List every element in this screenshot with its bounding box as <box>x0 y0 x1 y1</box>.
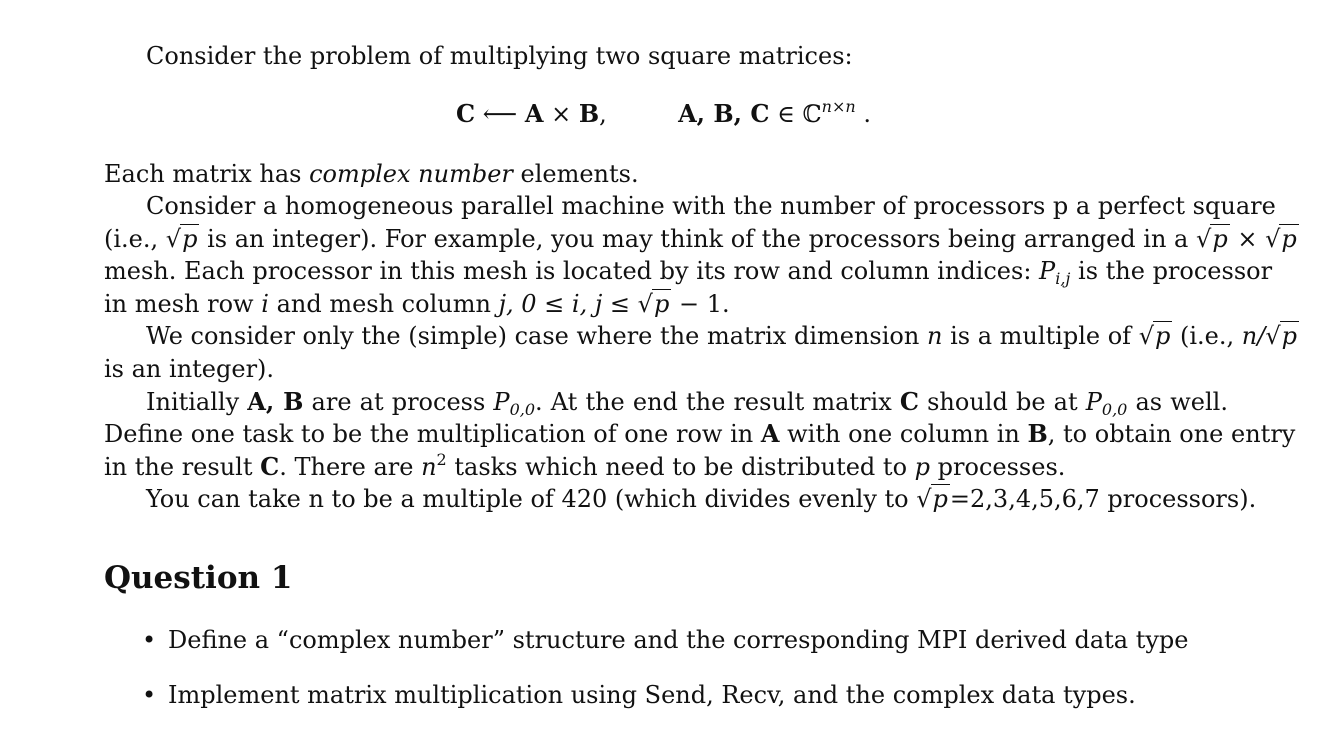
text-segment: elements. <box>520 160 639 188</box>
matrix-c: C <box>260 452 280 481</box>
p4-line2 <box>104 418 1296 450</box>
p2-line1: Consider a homogeneous parallel machine with the number of processors p a perfect square <box>146 192 1276 220</box>
p5-line <box>146 483 1257 515</box>
text-segment: You can take n to be a multiple of 420 (which divides evenly to <box>146 485 909 513</box>
process-index: 0,0 <box>509 400 536 419</box>
text-segment: − 1. <box>678 290 730 318</box>
display-equation <box>0 98 1327 130</box>
exponent: 2 <box>436 450 447 469</box>
sqrt-p: √p <box>1265 225 1297 253</box>
text-segment: (i.e., <box>1180 322 1235 350</box>
process-index: 0,0 <box>1101 400 1128 419</box>
sqrt-p: √p <box>1196 225 1228 253</box>
text-segment: is a multiple of <box>950 322 1132 350</box>
processor-letter: P <box>1039 257 1056 285</box>
processor-symbol <box>1039 257 1071 288</box>
text-segment: in mesh row <box>104 290 254 318</box>
p2-line4 <box>104 288 1228 320</box>
p3-line1 <box>146 320 1298 352</box>
sqrt-arg: p <box>1281 322 1298 350</box>
text-segment: , to obtain one entry <box>1047 420 1296 448</box>
process-p00 <box>1085 388 1128 419</box>
question-heading: Question 1 <box>104 560 293 596</box>
text-segment: Each matrix has <box>104 160 302 188</box>
n-over: n/ <box>1241 322 1266 350</box>
complex-field: ℂ <box>802 100 822 128</box>
bullet-item <box>142 624 1188 656</box>
bullet-dot: • <box>142 681 157 709</box>
emphasis-complex-number: complex number <box>309 160 513 188</box>
bullet-text: Implement matrix multiplication using Send, Recv, and the complex data types. <box>168 681 1136 709</box>
bullet-dot: • <box>142 626 157 654</box>
text-segment: . At the end the result matrix <box>535 388 892 416</box>
eq-comma: , <box>599 100 607 128</box>
sqrt-p: √p <box>916 485 948 513</box>
text-segment: mesh. Each processor in this mesh is located by its row and column indices: <box>104 257 1032 285</box>
text-segment: Define one task to be the multiplication of one row in <box>104 420 754 448</box>
index-range: 0 ≤ i, j ≤ <box>521 290 631 318</box>
text-segment: and mesh column <box>276 290 491 318</box>
paragraph-complex <box>104 158 1228 190</box>
bullet-text: Define a “complex number” structure and the corresponding MPI derived data type <box>168 626 1189 654</box>
text-segment: (i.e., <box>104 225 159 253</box>
n-squared <box>421 450 447 481</box>
sqrt-arg: p <box>1155 322 1171 350</box>
times-symbol: × <box>1237 225 1258 253</box>
sqrt-p: √p <box>637 290 670 318</box>
sqrt-arg: p <box>1281 225 1297 253</box>
p2-line3 <box>104 255 1273 288</box>
text-segment: We consider only the (simple) case where the matrix dimension <box>146 322 920 350</box>
matrix-c: C <box>899 387 919 416</box>
matrix-a: A <box>524 99 544 128</box>
var-n: n <box>421 453 437 481</box>
sqrt-p: √p <box>165 225 198 253</box>
times-symbol: × <box>551 100 572 128</box>
text-segment: =2,3,4,5,6,7 processors). <box>949 485 1257 513</box>
process-letter: P <box>493 388 510 416</box>
text-segment: Initially <box>146 388 240 416</box>
p3-line2: is an integer). <box>104 355 275 383</box>
processor-index: i,j <box>1055 269 1071 288</box>
sqrt-arg: p <box>1212 225 1228 253</box>
text-segment: processes. <box>937 453 1066 481</box>
p4-line1 <box>146 386 1228 418</box>
var-j: j, <box>498 290 514 318</box>
sqrt-p: √p <box>1138 322 1171 350</box>
sqrt-p: √p <box>1265 322 1298 350</box>
p4-line3 <box>104 451 1228 483</box>
sqrt-arg: p <box>182 225 198 253</box>
text-segment: is the processor <box>1078 257 1273 285</box>
process-p00 <box>493 388 536 419</box>
element-of: ∈ <box>777 100 795 128</box>
text-segment: are at process <box>311 388 486 416</box>
matrix-a: A <box>760 419 780 448</box>
matrices-ab: A, B <box>247 387 304 416</box>
matrix-b: B <box>1027 419 1048 448</box>
intro-text: Consider the problem of multiplying two square matrices: <box>146 42 853 70</box>
var-n: n <box>926 322 943 350</box>
text-segment: should be at <box>927 388 1078 416</box>
field-exponent: n×n <box>821 97 856 116</box>
sqrt-arg: p <box>653 290 670 318</box>
text-segment: with one column in <box>787 420 1020 448</box>
matrix-set: A, B, C <box>678 99 770 128</box>
sqrt-arg: p <box>932 485 948 513</box>
p2-line2 <box>104 223 1297 255</box>
matrix-b: B <box>578 99 600 128</box>
process-letter: P <box>1085 388 1102 416</box>
var-p: p <box>914 453 931 481</box>
assign-arrow: ⟵ <box>482 100 518 128</box>
text-segment: in the result <box>104 453 253 481</box>
eq-period: . <box>863 100 871 128</box>
matrix-c: C <box>456 99 476 128</box>
text-segment: . There are <box>279 453 414 481</box>
var-i: i <box>261 290 269 318</box>
text-segment: as well. <box>1135 388 1228 416</box>
bullet-item <box>142 679 1136 711</box>
text-segment: is an integer). For example, you may think of the processors being arranged in a <box>207 225 1189 253</box>
text-segment: tasks which need to be distributed to <box>454 453 908 481</box>
